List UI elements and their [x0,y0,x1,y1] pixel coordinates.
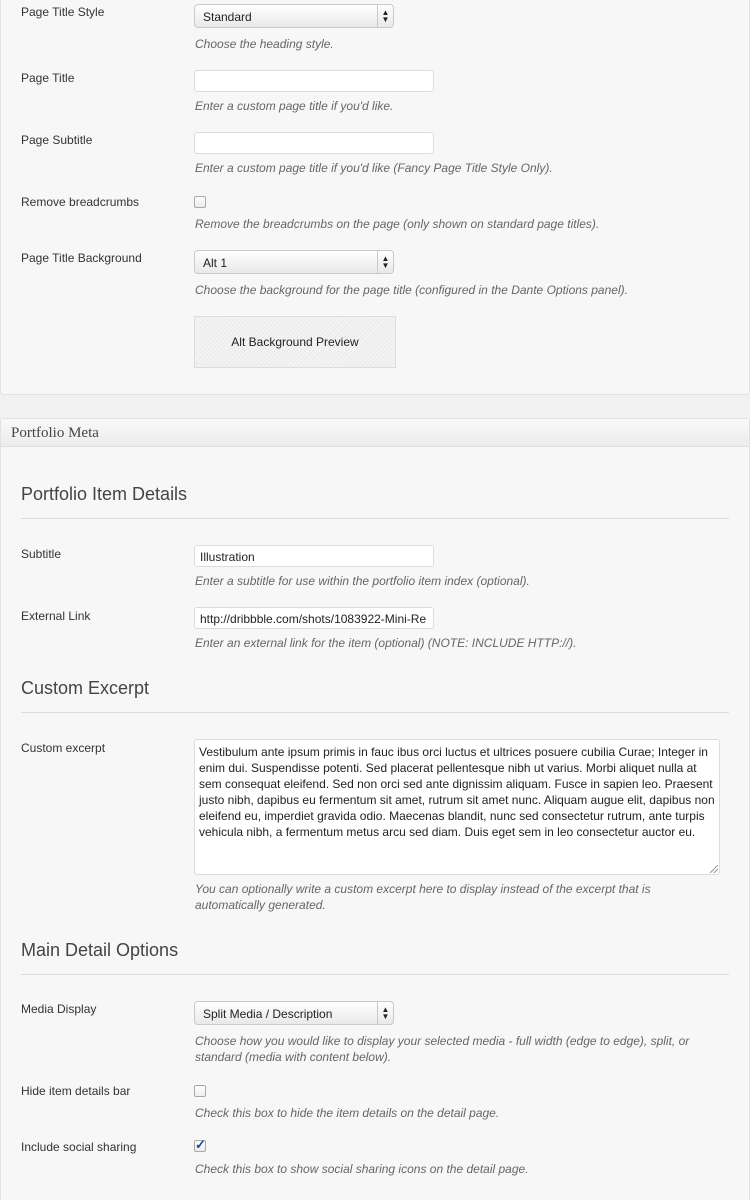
section-divider [21,518,729,519]
external-link-desc: Enter an external link for the item (optional) (NOTE: INCLUDE HTTP://). [195,636,577,650]
page-title-label: Page Title [21,71,75,85]
media-display-select[interactable] [194,1001,394,1025]
hide-item-details-bar-desc: Check this box to hide the item details on the detail page. [195,1106,500,1120]
include-social-sharing-desc: Check this box to show social sharing icons on the detail page. [195,1162,529,1176]
custom-excerpt-desc: You can optionally write a custom excerpt here to display instead of the excerpt that is automatically generated. [195,882,651,912]
section-divider [21,712,729,713]
subtitle-desc: Enter a subtitle for use within the portfolio item index (optional). [195,574,530,588]
include-social-sharing-checkbox[interactable] [194,1137,206,1152]
page-title-background-label: Page Title Background [21,251,142,265]
hide-item-details-bar-label: Hide item details bar [21,1084,131,1098]
media-display-label: Media Display [21,1002,97,1016]
background-preview: Alt Background Preview [194,316,396,368]
media-display-value: Split Media / Description [203,1007,333,1021]
external-link-input[interactable]: http://dribbble.com/shots/1083922-Mini-Re [194,607,434,629]
custom-excerpt-label: Custom excerpt [21,741,106,755]
page-title-style-value: Standard [203,10,252,24]
page-title-settings-panel [0,0,750,395]
portfolio-meta-header[interactable]: Portfolio Meta [1,419,749,447]
include-social-sharing-label: Include social sharing [21,1140,137,1154]
remove-breadcrumbs-desc: Remove the breadcrumbs on the page (only shown on standard page titles). [195,217,600,231]
custom-excerpt-textarea[interactable] [194,739,720,875]
portfolio-meta-panel [0,418,750,1200]
page-title-desc: Enter a custom page title if you'd like. [195,99,394,113]
main-detail-options-title: Main Detail Options [21,940,179,960]
select-arrows-icon: ▲ ▼ [377,1002,393,1024]
subtitle-input[interactable]: Illustration [194,545,434,567]
media-display-desc: Choose how you would like to display your selected media - full width (edge to edge), split, or standard (media with content below). [195,1034,690,1064]
page-subtitle-input[interactable] [194,132,434,154]
resize-handle-icon[interactable] [710,865,718,873]
custom-excerpt-title: Custom Excerpt [21,678,150,698]
page-subtitle-desc: Enter a custom page title if you'd like (Fancy Page Title Style Only). [195,161,553,175]
page-title-style-desc: Choose the heading style. [195,37,334,51]
page-title-background-select[interactable] [194,250,394,274]
checkmark-icon: ✓ [195,1137,206,1152]
subtitle-label: Subtitle [21,547,62,561]
custom-excerpt-text: Vestibulum ante ipsum primis in fauc ibus orci luctus et ultrices posuere cubilia Curae; Integer in enim dui. Suspendisse potenti. Sed placerat pellentesque nibh ut varius. Morbi aliquet nulla at sem consequat eleifend. Sed non orci sed ante dignissim aliquam. Fusce in sapien leo. Praesent justo nibh, dapibus eu fermentum sit amet, rutrum sit amet nunc. Aliquam augue elit, dapibus non eleifend eu, imperdiet gravida odio. Maecenas blandit, nunc sed consectetur rutrum, ante turpis vehicula nibh, a fermentum metus arcu sed diam. Duis eget sem in leo consectetur auctor eu. [199,745,715,839]
page-title-style-select[interactable] [194,4,394,28]
section-divider [21,974,729,975]
page-title-input[interactable] [194,70,434,92]
page-title-style-label: Page Title Style [21,5,105,19]
select-arrows-icon: ▲ ▼ [377,5,393,27]
select-arrows-icon: ▲ ▼ [377,251,393,273]
page-title-background-desc: Choose the background for the page title (configured in the Dante Options panel). [195,283,628,297]
portfolio-item-details-title: Portfolio Item Details [21,484,188,504]
hide-item-details-bar-checkbox[interactable] [194,1085,206,1097]
page-title-background-value: Alt 1 [203,256,228,270]
remove-breadcrumbs-label: Remove breadcrumbs [21,195,140,209]
remove-breadcrumbs-checkbox[interactable] [194,196,206,208]
page-subtitle-label: Page Subtitle [21,133,93,147]
external-link-label: External Link [21,609,91,623]
